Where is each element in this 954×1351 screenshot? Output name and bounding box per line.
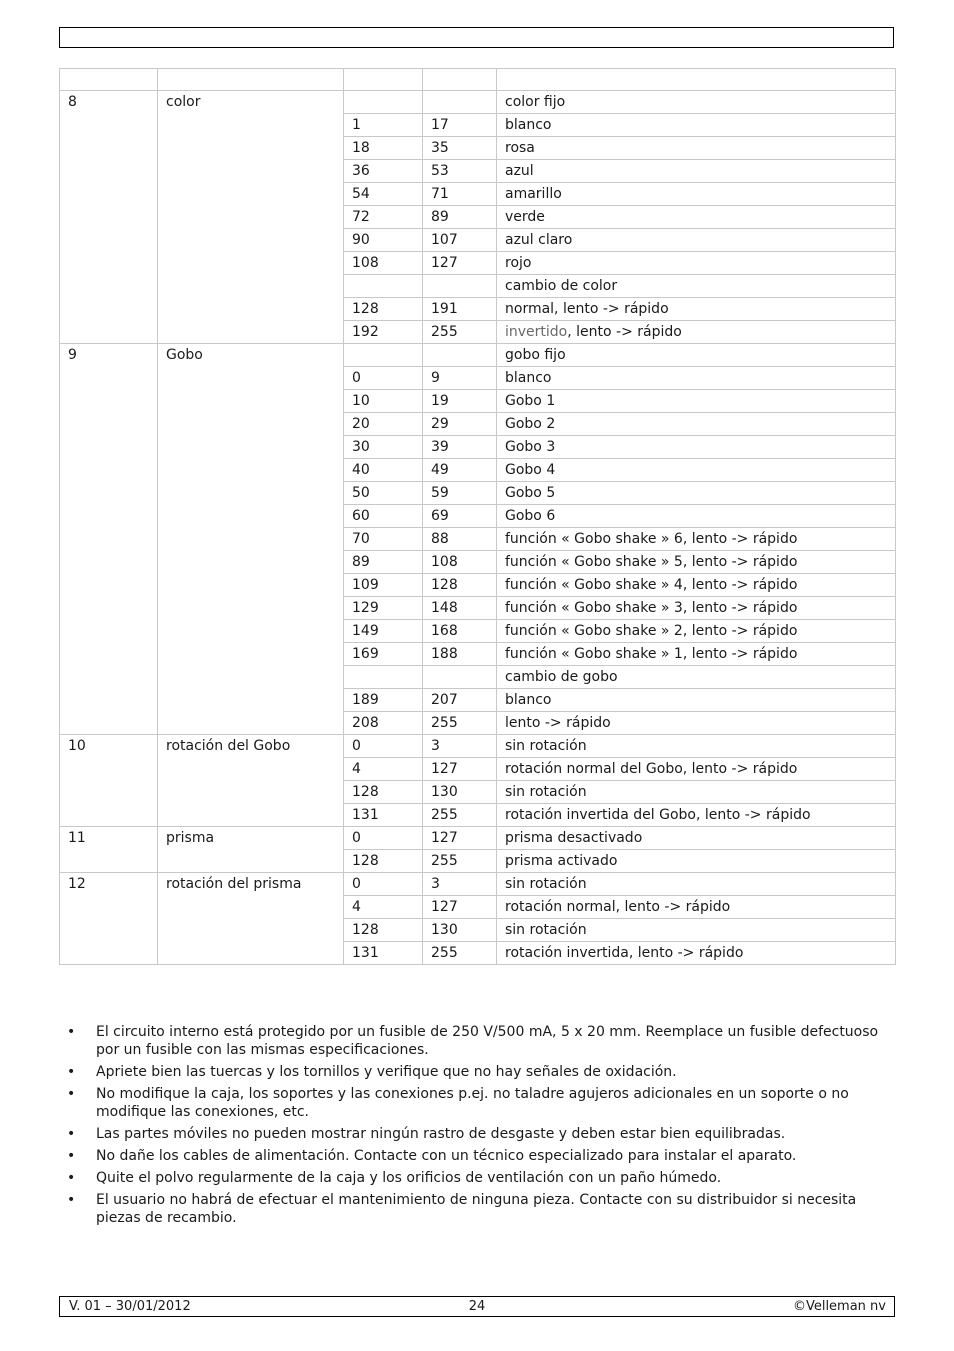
range-from-cell	[344, 91, 423, 114]
description-cell: función « Gobo shake » 5, lento -> rápido	[497, 551, 896, 574]
bullet-icon: •	[67, 1170, 76, 1186]
list-item	[64, 1125, 892, 1143]
range-to-cell: 3	[423, 873, 497, 896]
bullet-icon: •	[67, 1064, 76, 1080]
range-to-cell: 17	[423, 114, 497, 137]
range-from-cell: 10	[344, 390, 423, 413]
range-to-cell: 71	[423, 183, 497, 206]
range-to-cell: 89	[423, 206, 497, 229]
range-from-cell: 20	[344, 413, 423, 436]
bullet-icon: •	[67, 1024, 76, 1040]
range-to-cell	[423, 666, 497, 689]
range-to-cell: 191	[423, 298, 497, 321]
description-cell: sin rotación	[497, 781, 896, 804]
range-to-cell: 59	[423, 482, 497, 505]
channel-function-cell: rotación del Gobo	[158, 735, 344, 827]
range-to-cell: 255	[423, 321, 497, 344]
description-cell: Gobo 4	[497, 459, 896, 482]
range-to-cell: 130	[423, 781, 497, 804]
description-cell: rosa	[497, 137, 896, 160]
description-cell: Gobo 1	[497, 390, 896, 413]
description-cell: Gobo 3	[497, 436, 896, 459]
range-to-cell: 88	[423, 528, 497, 551]
table-row-channel-9	[60, 344, 896, 367]
range-from-cell: 208	[344, 712, 423, 735]
table-cell	[423, 69, 497, 91]
range-from-cell: 131	[344, 804, 423, 827]
note-text: El usuario no habrá de efectuar el mantenimiento de ninguna pieza. Contacte con su distribuidor si necesita piezas de recambio.	[96, 1192, 857, 1226]
description-cell: cambio de gobo	[497, 666, 896, 689]
range-from-cell: 0	[344, 827, 423, 850]
footer-copyright: ©Velleman nv	[792, 1299, 886, 1314]
description-cell: sin rotación	[497, 919, 896, 942]
range-from-cell: 70	[344, 528, 423, 551]
dmx-channel-table	[59, 68, 896, 965]
table-row-channel-8	[60, 91, 896, 114]
range-to-cell: 29	[423, 413, 497, 436]
range-from-cell: 109	[344, 574, 423, 597]
description-cell: función « Gobo shake » 3, lento -> rápido	[497, 597, 896, 620]
bullet-icon: •	[67, 1086, 76, 1102]
description-text: , lento -> rápido	[567, 324, 682, 340]
range-from-cell: 0	[344, 367, 423, 390]
range-to-cell: 255	[423, 712, 497, 735]
channel-function-cell: color	[158, 91, 344, 344]
description-cell: sin rotación	[497, 873, 896, 896]
range-from-cell	[344, 666, 423, 689]
range-to-cell: 130	[423, 919, 497, 942]
description-cell: verde	[497, 206, 896, 229]
bullet-icon: •	[67, 1192, 76, 1208]
channel-number-cell: 8	[60, 91, 158, 344]
description-cell: rotación invertida del Gobo, lento -> rápido	[497, 804, 896, 827]
range-to-cell: 255	[423, 850, 497, 873]
note-text: El circuito interno está protegido por un fusible de 250 V/500 mA, 5 x 20 mm. Reemplace un fusible defectuoso por un fusible con las mismas especificaciones.	[96, 1024, 879, 1058]
description-cell: función « Gobo shake » 4, lento -> rápido	[497, 574, 896, 597]
range-from-cell: 30	[344, 436, 423, 459]
range-from-cell: 169	[344, 643, 423, 666]
range-from-cell: 72	[344, 206, 423, 229]
description-cell: función « Gobo shake » 2, lento -> rápido	[497, 620, 896, 643]
range-from-cell: 129	[344, 597, 423, 620]
range-to-cell: 207	[423, 689, 497, 712]
note-text: Quite el polvo regularmente de la caja y los orificios de ventilación con un paño húmedo.	[96, 1170, 722, 1186]
range-from-cell: 54	[344, 183, 423, 206]
description-cell: Gobo 6	[497, 505, 896, 528]
range-to-cell: 127	[423, 827, 497, 850]
range-from-cell: 128	[344, 781, 423, 804]
dmx-table-body	[60, 69, 896, 965]
note-text: No modifique la caja, los soportes y las conexiones p.ej. no taladre agujeros adicionales en un soporte o no modifique las conexiones, etc.	[96, 1086, 849, 1120]
range-to-cell: 3	[423, 735, 497, 758]
range-from-cell: 108	[344, 252, 423, 275]
range-to-cell: 69	[423, 505, 497, 528]
channel-function-cell: Gobo	[158, 344, 344, 735]
range-to-cell: 255	[423, 942, 497, 965]
range-from-cell	[344, 275, 423, 298]
footer-version: V. 01 – 30/01/2012	[69, 1299, 191, 1314]
note-text: Las partes móviles no pueden mostrar ningún rastro de desgaste y deben estar bien equilibradas.	[96, 1126, 786, 1142]
range-to-cell: 127	[423, 896, 497, 919]
list-item	[64, 1085, 892, 1121]
list-item	[64, 1023, 892, 1059]
description-cell: blanco	[497, 114, 896, 137]
table-cell	[60, 69, 158, 91]
channel-number-cell: 9	[60, 344, 158, 735]
range-from-cell: 0	[344, 735, 423, 758]
range-to-cell: 108	[423, 551, 497, 574]
description-cell: normal, lento -> rápido	[497, 298, 896, 321]
range-to-cell: 53	[423, 160, 497, 183]
range-from-cell: 131	[344, 942, 423, 965]
range-from-cell: 60	[344, 505, 423, 528]
range-from-cell: 128	[344, 919, 423, 942]
description-cell: blanco	[497, 367, 896, 390]
maintenance-notes-list	[64, 1023, 892, 1231]
range-to-cell: 127	[423, 758, 497, 781]
channel-function-cell: rotación del prisma	[158, 873, 344, 965]
range-from-cell: 36	[344, 160, 423, 183]
range-to-cell: 35	[423, 137, 497, 160]
range-to-cell: 19	[423, 390, 497, 413]
range-to-cell: 127	[423, 252, 497, 275]
note-text: Apriete bien las tuercas y los tornillos y verifique que no hay señales de oxidación.	[96, 1064, 677, 1080]
range-to-cell: 188	[423, 643, 497, 666]
range-from-cell: 40	[344, 459, 423, 482]
range-to-cell: 128	[423, 574, 497, 597]
range-from-cell: 4	[344, 896, 423, 919]
description-cell: lento -> rápido	[497, 712, 896, 735]
channel-number-cell: 10	[60, 735, 158, 827]
table-row-channel-11	[60, 827, 896, 850]
description-cell: rojo	[497, 252, 896, 275]
channel-number-cell: 12	[60, 873, 158, 965]
table-cell	[497, 69, 896, 91]
range-from-cell: 18	[344, 137, 423, 160]
description-cell: prisma desactivado	[497, 827, 896, 850]
channel-number-cell: 11	[60, 827, 158, 873]
range-to-cell: 168	[423, 620, 497, 643]
bullet-icon: •	[67, 1126, 76, 1142]
description-muted-text: invertido	[505, 324, 568, 340]
range-from-cell: 128	[344, 298, 423, 321]
list-item	[64, 1169, 892, 1187]
list-item	[64, 1147, 892, 1165]
table-cell	[158, 69, 344, 91]
range-to-cell: 255	[423, 804, 497, 827]
table-row-channel-12	[60, 873, 896, 896]
range-from-cell: 189	[344, 689, 423, 712]
table-row-channel-10	[60, 735, 896, 758]
range-from-cell: 4	[344, 758, 423, 781]
description-cell: prisma activado	[497, 850, 896, 873]
list-item	[64, 1063, 892, 1081]
description-cell: rotación normal, lento -> rápido	[497, 896, 896, 919]
description-cell: amarillo	[497, 183, 896, 206]
table-cell	[344, 69, 423, 91]
range-from-cell: 149	[344, 620, 423, 643]
channel-function-cell: prisma	[158, 827, 344, 873]
description-cell: azul	[497, 160, 896, 183]
bullet-icon: •	[67, 1148, 76, 1164]
description-cell: Gobo 2	[497, 413, 896, 436]
description-cell: función « Gobo shake » 6, lento -> rápido	[497, 528, 896, 551]
description-cell: color fijo	[497, 91, 896, 114]
range-to-cell: 148	[423, 597, 497, 620]
range-to-cell: 49	[423, 459, 497, 482]
range-from-cell: 89	[344, 551, 423, 574]
description-cell: azul claro	[497, 229, 896, 252]
description-cell	[497, 321, 896, 344]
range-to-cell	[423, 344, 497, 367]
description-cell: rotación normal del Gobo, lento -> rápido	[497, 758, 896, 781]
list-item	[64, 1191, 892, 1227]
page-footer	[59, 1296, 895, 1317]
description-cell: cambio de color	[497, 275, 896, 298]
range-from-cell: 192	[344, 321, 423, 344]
range-to-cell	[423, 91, 497, 114]
range-to-cell: 107	[423, 229, 497, 252]
range-from-cell: 128	[344, 850, 423, 873]
range-from-cell: 50	[344, 482, 423, 505]
range-from-cell: 1	[344, 114, 423, 137]
range-from-cell: 0	[344, 873, 423, 896]
range-from-cell	[344, 344, 423, 367]
range-to-cell	[423, 275, 497, 298]
range-from-cell: 90	[344, 229, 423, 252]
range-to-cell: 9	[423, 367, 497, 390]
footer-page-number: 24	[468, 1299, 486, 1314]
note-text: No dañe los cables de alimentación. Contacte con un técnico especializado para instalar el aparato.	[96, 1148, 797, 1164]
table-header-row	[60, 69, 896, 91]
description-cell: Gobo 5	[497, 482, 896, 505]
description-cell: sin rotación	[497, 735, 896, 758]
page-header-box	[59, 27, 894, 48]
description-cell: función « Gobo shake » 1, lento -> rápido	[497, 643, 896, 666]
description-cell: blanco	[497, 689, 896, 712]
description-cell: rotación invertida, lento -> rápido	[497, 942, 896, 965]
description-cell: gobo fijo	[497, 344, 896, 367]
range-to-cell: 39	[423, 436, 497, 459]
